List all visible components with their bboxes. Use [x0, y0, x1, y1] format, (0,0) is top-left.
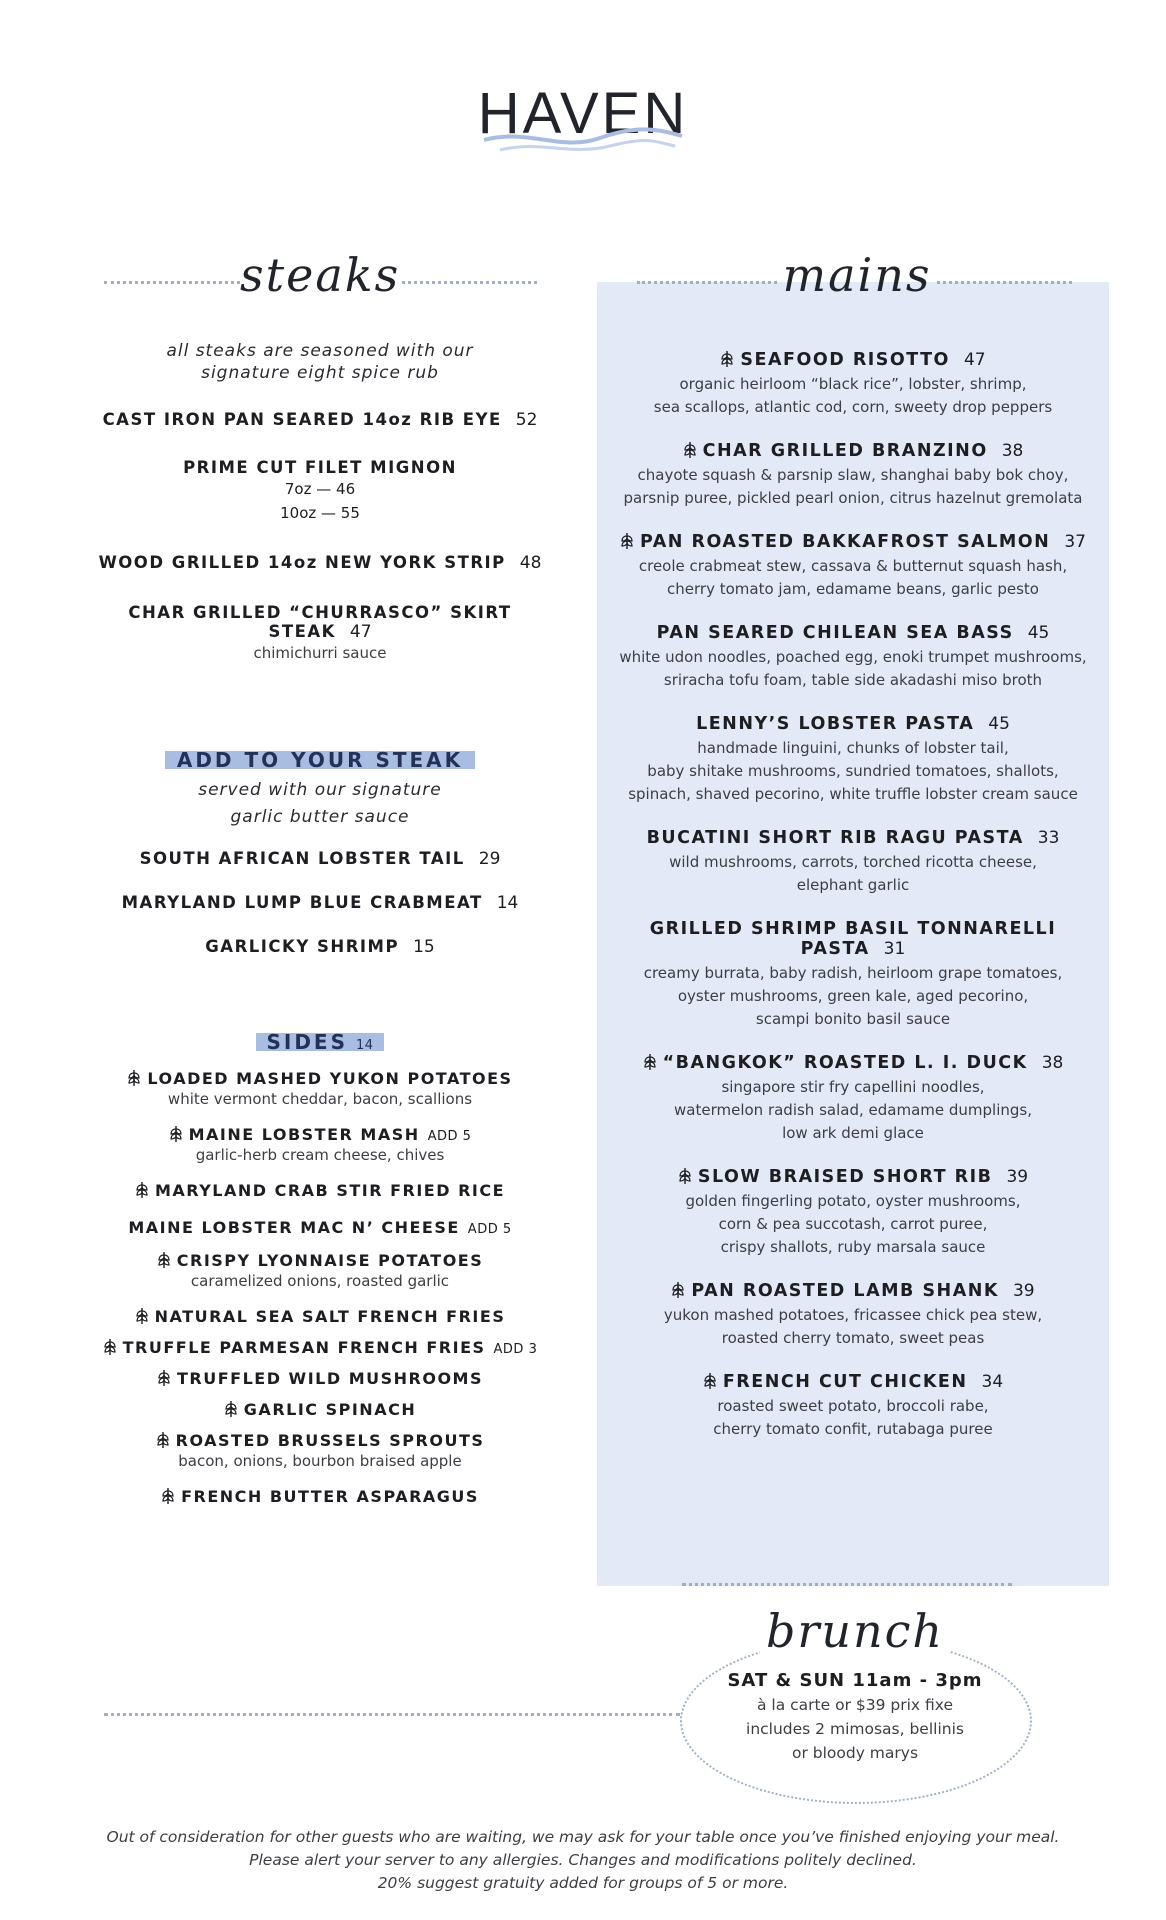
main-item-desc: cherry tomato jam, edamame beans, garlic pesto [667, 580, 1039, 598]
wheat-icon [169, 1125, 183, 1143]
wave-icon [480, 126, 686, 156]
main-item-desc: low ark demi glace [782, 1124, 924, 1142]
side-item [95, 1307, 545, 1326]
main-item [597, 532, 1109, 601]
main-item-name: PAN ROASTED LAMB SHANK [691, 1281, 999, 1301]
main-item [597, 1167, 1109, 1259]
main-item-line [597, 1167, 1109, 1187]
brunch-details [690, 1670, 1020, 1765]
side-item-line [95, 1125, 545, 1144]
mains-title: mains [782, 248, 932, 302]
main-item-name: PAN SEARED CHILEAN SEA BASS [656, 623, 1014, 643]
main-item-desc: yukon mashed potatoes, fricassee chick pea stew, [663, 1306, 1043, 1324]
main-item-name: SEAFOOD RISOTTO [740, 350, 950, 370]
side-item [95, 1369, 545, 1388]
brunch-title: brunch [760, 1604, 950, 1658]
side-item-line [95, 1338, 545, 1357]
steaks-title: steaks [240, 248, 401, 302]
side-item-desc: garlic-herb cream cheese, chives [195, 1146, 445, 1164]
side-item-name: GARLIC SPINACH [243, 1400, 417, 1419]
logo [0, 80, 1166, 160]
item-name: CHAR GRILLED “CHURRASCO” SKIRT STEAK [128, 603, 512, 641]
menu-item [95, 458, 545, 525]
brunch-line: or bloody marys [791, 1744, 919, 1762]
menu-item [95, 410, 545, 430]
steaks-intro [95, 340, 545, 384]
main-item-line [597, 714, 1109, 734]
main-item [597, 828, 1109, 897]
wheat-icon [135, 1181, 149, 1199]
main-item-price: 37 [1064, 532, 1086, 552]
side-item-name: MAINE LOBSTER MASH [188, 1125, 420, 1144]
sides-header [95, 1030, 545, 1054]
main-item-desc: roasted sweet potato, broccoli rabe, [717, 1397, 989, 1415]
main-item-name: CHAR GRILLED BRANZINO [702, 441, 988, 461]
side-item-name: NATURAL SEA SALT FRENCH FRIES [154, 1307, 506, 1326]
main-item-line [597, 532, 1109, 552]
item-price: 48 [519, 553, 542, 573]
menu-item [95, 893, 545, 913]
main-item [597, 1372, 1109, 1441]
item-price: 52 [515, 410, 538, 430]
side-item-extra: ADD 5 [427, 1129, 472, 1144]
main-item [597, 1281, 1109, 1350]
side-item-line [95, 1431, 545, 1450]
accent-band [165, 748, 475, 772]
wheat-icon [620, 532, 634, 550]
side-item-name: MARYLAND CRAB STIR FRIED RICE [154, 1181, 506, 1200]
intro-line: all steaks are seasoned with our [166, 341, 474, 361]
item-price: 29 [478, 849, 501, 869]
brunch-divider [104, 1713, 680, 1716]
main-item-name: SLOW BRAISED SHORT RIB [697, 1167, 993, 1187]
main-item-desc: singapore stir fry capellini noodles, [721, 1078, 985, 1096]
item-price: 47 [349, 622, 372, 642]
main-item-price: 38 [1041, 1053, 1064, 1073]
main-item [597, 714, 1109, 806]
side-item [95, 1251, 545, 1293]
intro-line: signature eight spice rub [201, 363, 439, 383]
brand-name: HAVEN [477, 81, 689, 146]
main-item-desc: watermelon radish salad, edamame dumplings, [674, 1101, 1032, 1119]
side-item-line [95, 1251, 545, 1270]
side-item-name: TRUFFLE PARMESAN FRENCH FRIES [122, 1338, 486, 1357]
main-item-desc: handmade linguini, chunks of lobster tail, [697, 739, 1009, 757]
main-item-desc: oyster mushrooms, green kale, aged pecorino, [677, 987, 1029, 1005]
main-item-desc: wild mushrooms, carrots, torched ricotta cheese, [669, 853, 1037, 871]
wheat-icon [671, 1281, 685, 1299]
main-item-line [597, 828, 1109, 848]
menu-item [95, 937, 545, 957]
main-item-desc: sriracha tofu foam, table side akadashi miso broth [663, 671, 1043, 689]
main-item-desc: white udon noodles, poached egg, enoki trumpet mushrooms, [619, 648, 1087, 666]
wheat-icon [103, 1338, 117, 1356]
main-item [597, 441, 1109, 510]
main-item-price: 47 [963, 350, 986, 370]
item-name: PRIME CUT FILET MIGNON [183, 458, 457, 477]
main-item-desc: creamy burrata, baby radish, heirloom grape tomatoes, [643, 964, 1063, 982]
side-item [95, 1181, 545, 1200]
main-item-line [597, 1053, 1109, 1073]
side-item [95, 1338, 545, 1357]
main-item-desc: roasted cherry tomato, sweet peas [721, 1329, 985, 1347]
item-name: SOUTH AFRICAN LOBSTER TAIL [139, 849, 465, 868]
side-item-extra: ADD 3 [493, 1342, 538, 1357]
sides-title: SIDES [266, 1030, 348, 1054]
wheat-icon [720, 350, 734, 368]
brunch-line: includes 2 mimosas, bellinis [746, 1720, 964, 1738]
main-item-name: GRILLED SHRIMP BASIL TONNARELLI PASTA [649, 919, 1057, 959]
item-name: GARLICKY SHRIMP [205, 937, 400, 956]
wheat-icon [127, 1069, 141, 1087]
main-item-name: BUCATINI SHORT RIB RAGU PASTA [646, 828, 1024, 848]
main-item-desc: corn & pea succotash, carrot puree, [718, 1215, 988, 1233]
wheat-icon [157, 1251, 171, 1269]
main-item-desc: sea scallops, atlantic cod, corn, sweety drop peppers [653, 398, 1053, 416]
main-item-price: 39 [1006, 1167, 1029, 1187]
main-item-line [597, 350, 1109, 370]
main-item-desc: baby shitake mushrooms, sundried tomatoes, shallots, [647, 762, 1059, 780]
side-item-extra: ADD 5 [467, 1222, 512, 1237]
steaks-divider-right [402, 281, 537, 284]
item-size: 7oz — 46 [284, 480, 356, 498]
main-item [597, 919, 1109, 1031]
wheat-icon [161, 1487, 175, 1505]
menu-item [95, 603, 545, 665]
add-to-steak-header [95, 748, 545, 772]
side-item-desc: caramelized onions, roasted garlic [190, 1272, 450, 1290]
main-item-price: 31 [883, 939, 906, 959]
side-item-line [95, 1400, 545, 1419]
side-item-line [95, 1218, 545, 1237]
main-item-name: LENNY’S LOBSTER PASTA [696, 714, 975, 734]
main-item-desc: creole crabmeat stew, cassava & butternut squash hash, [638, 557, 1068, 575]
side-item [95, 1487, 545, 1506]
wheat-icon [703, 1372, 717, 1390]
add-to-steak-title: ADD TO YOUR STEAK [176, 748, 464, 772]
main-item-price: 45 [1027, 623, 1050, 643]
mains-divider-right [937, 281, 1072, 284]
wheat-icon [157, 1369, 171, 1387]
side-item-line [95, 1181, 545, 1200]
main-item-desc: parsnip puree, pickled pearl onion, citrus hazelnut gremolata [623, 489, 1083, 507]
footer-line: Please alert your server to any allergies. Changes and modifications politely declined. [249, 1851, 917, 1869]
brunch-line: à la carte or $39 prix fixe [757, 1696, 953, 1714]
menu-item [95, 849, 545, 869]
sides-list [95, 1069, 545, 1506]
subtitle-line: served with our signature [198, 780, 442, 800]
main-item-desc: scampi bonito basil sauce [755, 1010, 951, 1028]
main-item-price: 39 [1012, 1281, 1035, 1301]
main-item-price: 38 [1001, 441, 1024, 461]
side-item-line [95, 1487, 545, 1506]
wheat-icon [643, 1053, 657, 1071]
side-item [95, 1069, 545, 1111]
item-size: 10oz — 55 [280, 504, 360, 522]
main-item-price: 45 [988, 714, 1010, 734]
steaks-divider-left [104, 281, 240, 284]
sides-price: 14 [355, 1038, 374, 1053]
main-item-name: PAN ROASTED BAKKAFROST SALMON [640, 532, 1051, 552]
main-item-line [597, 1281, 1109, 1301]
side-item-name: ROASTED BRUSSELS SPROUTS [175, 1431, 485, 1450]
main-item-desc: chayote squash & parsnip slaw, shanghai baby bok choy, [637, 466, 1069, 484]
main-item-desc: crispy shallots, ruby marsala sauce [720, 1238, 986, 1256]
item-name: CAST IRON PAN SEARED 14oz RIB EYE [102, 410, 502, 429]
accent-band [256, 1030, 383, 1054]
main-item-price: 33 [1037, 828, 1060, 848]
item-price: 14 [496, 893, 519, 913]
main-item-line [597, 441, 1109, 461]
main-item-line [597, 1372, 1109, 1392]
side-item [95, 1400, 545, 1419]
side-item-name: TRUFFLED WILD MUSHROOMS [176, 1369, 483, 1388]
side-item-name: CRISPY LYONNAISE POTATOES [176, 1251, 484, 1270]
side-item-line [95, 1369, 545, 1388]
wheat-icon [224, 1400, 238, 1418]
side-item-name: LOADED MASHED YUKON POTATOES [147, 1069, 513, 1088]
subtitle-line: garlic butter sauce [230, 807, 410, 827]
item-desc: chimichurri sauce [253, 644, 387, 662]
main-item-line [597, 623, 1109, 643]
main-item-line [597, 919, 1109, 959]
brunch-hours: SAT & SUN 11am - 3pm [727, 1670, 983, 1691]
wheat-icon [683, 441, 697, 459]
item-name: WOOD GRILLED 14oz NEW YORK STRIP [98, 553, 506, 572]
add-to-steak-subtitle [95, 777, 545, 831]
menu-item [95, 553, 545, 573]
side-item [95, 1218, 545, 1237]
main-item [597, 623, 1109, 692]
side-item [95, 1125, 545, 1167]
wheat-icon [156, 1431, 170, 1449]
mains-divider-left [637, 281, 777, 284]
main-item-desc: spinach, shaved pecorino, white truffle lobster cream sauce [628, 785, 1078, 803]
main-item [597, 1053, 1109, 1145]
side-item-line [95, 1069, 545, 1088]
steaks-section [95, 340, 545, 1506]
main-item-price: 34 [981, 1372, 1004, 1392]
mains-list [597, 350, 1109, 1441]
side-item-name: MAINE LOBSTER MAC N’ CHEESE [128, 1218, 460, 1237]
side-item-name: FRENCH BUTTER ASPARAGUS [181, 1487, 479, 1506]
main-item-desc: elephant garlic [796, 876, 910, 894]
item-name: MARYLAND LUMP BLUE CRABMEAT [121, 893, 483, 912]
footer-line: 20% suggest gratuity added for groups of 5 or more. [377, 1874, 789, 1892]
main-item-name: FRENCH CUT CHICKEN [722, 1372, 968, 1392]
main-item [597, 350, 1109, 419]
main-item-desc: golden fingerling potato, oyster mushrooms, [685, 1192, 1021, 1210]
main-item-name: “BANGKOK” ROASTED L. I. DUCK [662, 1053, 1028, 1073]
side-item-desc: bacon, onions, bourbon braised apple [178, 1452, 462, 1470]
footer-line: Out of consideration for other guests who are waiting, we may ask for your table once you’ve finished enjoying your meal. [106, 1828, 1060, 1846]
mains-bottom-divider [682, 1583, 1012, 1586]
item-price: 15 [413, 937, 435, 957]
footer-note [40, 1826, 1126, 1895]
main-item-desc: organic heirloom “black rice”, lobster, shrimp, [679, 375, 1027, 393]
side-item-desc: white vermont cheddar, bacon, scallions [167, 1090, 473, 1108]
wheat-icon [678, 1167, 692, 1185]
side-item-line [95, 1307, 545, 1326]
wheat-icon [135, 1307, 149, 1325]
main-item-desc: cherry tomato confit, rutabaga puree [713, 1420, 993, 1438]
side-item [95, 1431, 545, 1473]
